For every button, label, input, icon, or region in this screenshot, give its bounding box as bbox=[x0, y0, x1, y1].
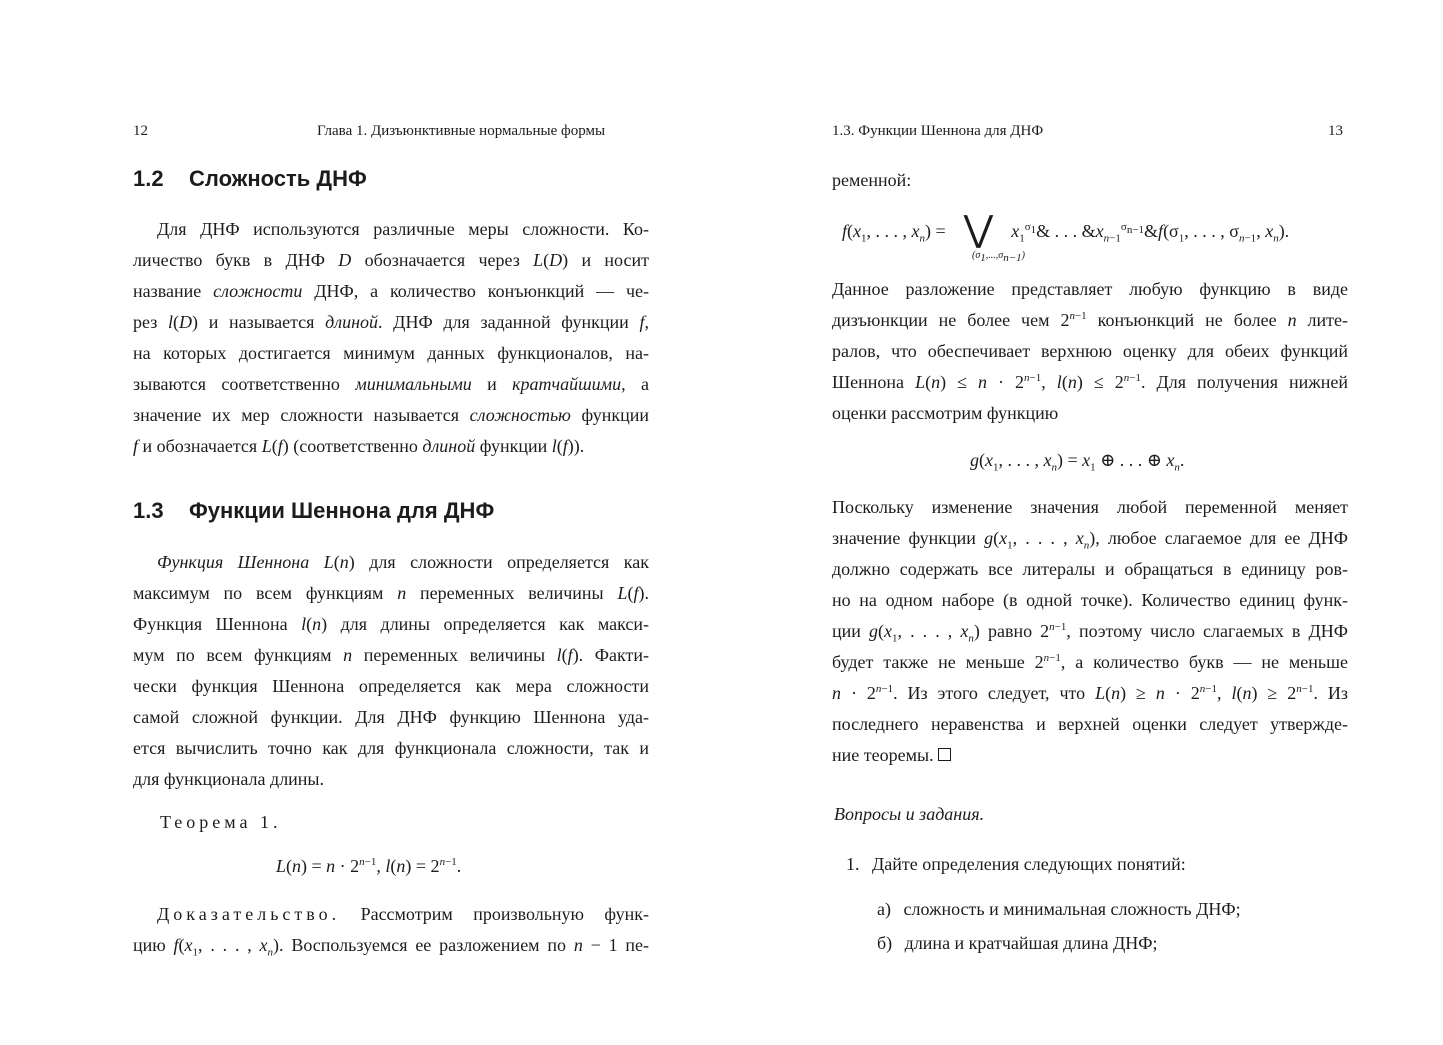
right-running-head bbox=[832, 123, 1348, 143]
section-number: 1.3 bbox=[133, 498, 164, 523]
shannon-expansion-formula: $f(x_1$, . . . , $x_n$) = ⋁ $(\sigma_1,...,\sigma_{n-1})$ $x_1^{\sigma_1}\&$ . . . $\&x_{n-1}^{\sigma_{n-1}}\&f(\sigma_1$, . . . , $\sigma_{n-1}$, $x_n$). bbox=[842, 209, 1290, 264]
paragraph-upper-bound: Данное разложение представляет любую функцию в виде дизъюнкции не более чем $2^{n-1}$ конъюнкций не более n лите- ралов, что обеспечивает верхнюю оценку для обеих функций Шеннона $L(n) \le n \cdot 2^{n-1}$, $l(n) \le 2^{n-1}$. Для получения нижней оценки рассмотрим функцию bbox=[832, 279, 1348, 423]
section-title: Функции Шеннона для ДНФ bbox=[189, 498, 495, 523]
running-head-title-right: 1.3. Функции Шеннона для ДНФ bbox=[832, 123, 1044, 139]
section-heading-1-3 bbox=[133, 498, 494, 524]
left-running-head bbox=[133, 123, 653, 143]
parity-formula: $g(x_1$, . . . , $x_n) = x_1$ ⊕ . . . ⊕ $x_n$. bbox=[970, 450, 1185, 474]
text-continuation: ременной: bbox=[832, 170, 912, 190]
question-text: сложность и минимальная сложность ДНФ; bbox=[903, 899, 1241, 919]
paragraph-complexity-measures: Для ДНФ используются различные меры сложности. Ко- личество букв в ДНФ D обозначается через L(D) и носит название сложности ДНФ, а количество конъюнкций — че- рез l(D) и называется длиной. ДНФ для заданной функции f, на которых достигается минимум данных функционалов, на- зываются соответственно минимальными и кратчайшими, а значение их мер сложности называется сложностью функции f и обозначается L(f) (соответственно длиной функции l(f)). bbox=[133, 219, 649, 456]
question-1 bbox=[846, 854, 1186, 875]
proof-label: Доказательство. bbox=[157, 904, 341, 924]
question-label: б) bbox=[877, 933, 893, 953]
question-1a bbox=[877, 899, 1241, 920]
paragraph-proof-start: Доказательство. Рассмотрим произвольную функ- цию $f(x_1$, . . . , $x_n$). Воспользуемся ее разложением по n − 1 пе- bbox=[133, 904, 649, 959]
qed-symbol bbox=[938, 748, 951, 761]
theorem-formula: $L(n) = n \cdot 2^{n-1}$, $l(n) = 2^{n-1}$. bbox=[276, 856, 462, 876]
paragraph-lower-bound: Поскольку изменение значения любой переменной меняет значение функции $g(x_1$, . . . , $x_n$), любое слагаемое для ее ДНФ должно содержать все литералы и обращаться в единицу ров- но на одном наборе (в одной точке). Количество единиц функ- ции $g(x_1$, . . . , $x_n$) равно $2^{n-1}$, поэтому число слагаемых в ДНФ будет также не меньше $2^{n-1}$, а количество букв — не меньше $n \cdot 2^{n-1}$. Из этого следует, что $L(n) \ge n \cdot 2^{n-1}$, $l(n) \ge 2^{n-1}$. Из последнего неравенства и верхней оценки следует утвержде- ние теоремы. bbox=[832, 497, 1349, 765]
running-head-title-left: Глава 1. Дизъюнктивные нормальные формы bbox=[317, 123, 606, 139]
question-1b bbox=[877, 933, 1158, 954]
questions-heading: Вопросы и задания. bbox=[834, 804, 985, 824]
section-heading-1-2 bbox=[133, 166, 367, 192]
section-number: 1.2 bbox=[133, 166, 164, 191]
question-label: а) bbox=[877, 899, 891, 919]
theorem-label: Теорема 1. bbox=[160, 812, 282, 832]
paragraph-shannon-function: Функция Шеннона L(n) для сложности определяется как максимум по всем функциям n переменных величины L(f). Функция Шеннона l(n) для длины определяется как макси- мум по всем функциям n переменных величины l(f). Факти- чески функция Шеннона определяется как мера сложности самой сложной функции. Для ДНФ функцию Шеннона уда- ется вычислить точно как для функционала сложности, так и для функционала длины. bbox=[133, 552, 650, 789]
section-title: Сложность ДНФ bbox=[189, 166, 367, 191]
page-number-right: 13 bbox=[1328, 123, 1343, 139]
question-text: Дайте определения следующих понятий: bbox=[872, 854, 1186, 874]
page-number-left: 12 bbox=[133, 123, 148, 139]
question-number: 1. bbox=[846, 854, 860, 874]
question-text: длина и кратчайшая длина ДНФ; bbox=[904, 933, 1158, 953]
